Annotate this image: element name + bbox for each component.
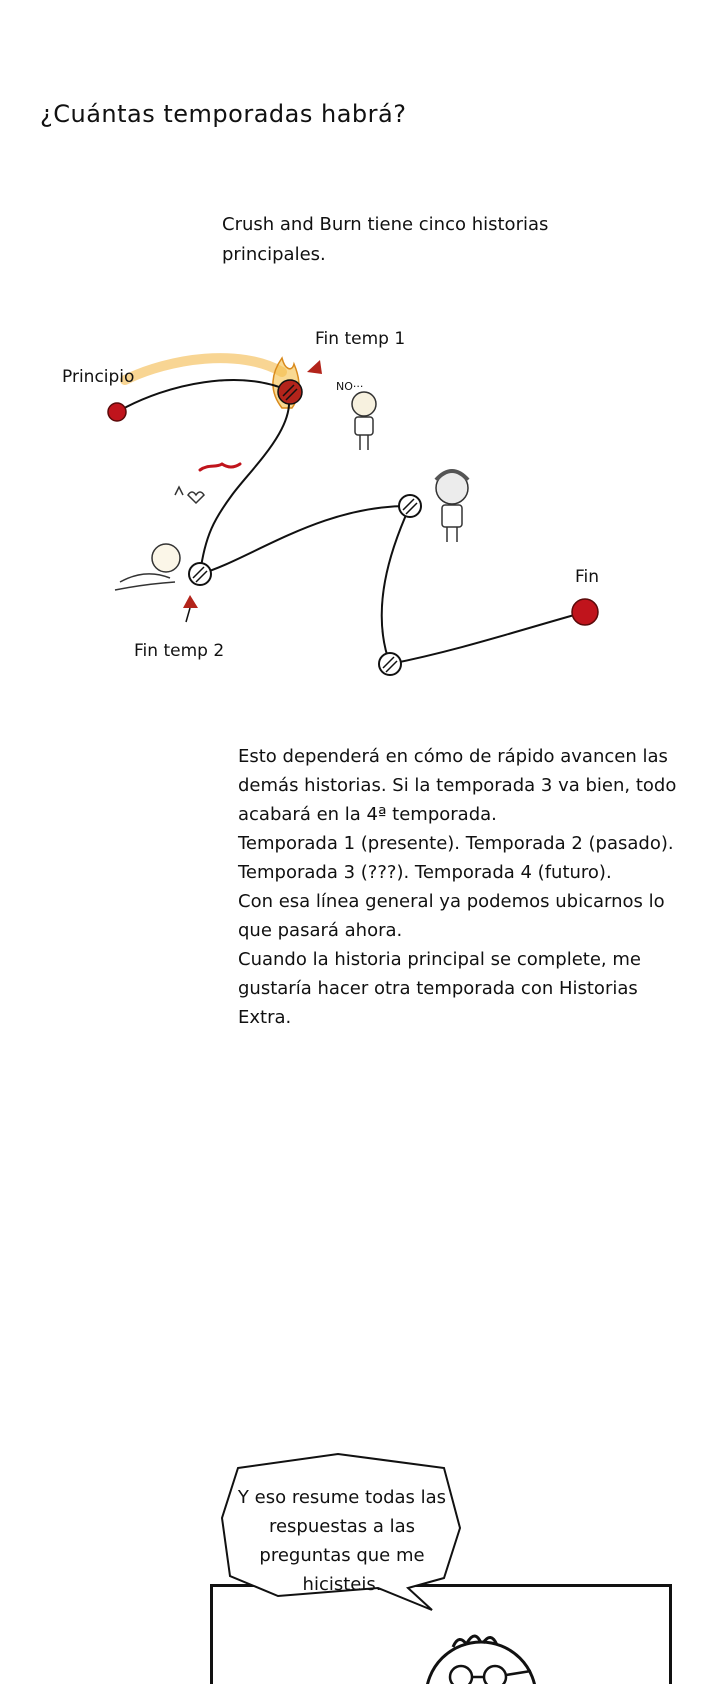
character-glasses-sketch	[436, 471, 468, 542]
label-end-season-1: Fin temp 1	[315, 329, 406, 349]
page-title: ¿Cuántas temporadas habrá?	[40, 100, 407, 128]
arrow-season-2-tail	[186, 608, 190, 622]
body-line: Temporada 1 (presente). Temporada 2 (pasado). Temporada 3 (???). Temporada 4 (futuro).	[238, 833, 674, 883]
character-no-sketch	[352, 392, 376, 450]
red-scribble-icon	[200, 464, 240, 470]
start-node	[108, 403, 126, 421]
body-line: Con esa línea general ya podemos ubicarnos lo que pasará ahora.	[238, 891, 665, 941]
speech-bubble-text: Y eso resume todas las respuestas a las preguntas que me hicisteis.	[237, 1487, 447, 1595]
label-no: NO···	[336, 380, 364, 393]
story-timeline-diagram	[0, 320, 720, 690]
end-node	[572, 599, 598, 625]
label-start: Principio	[62, 367, 135, 387]
arrow-season-2-icon	[183, 595, 198, 608]
body-line: Cuando la historia principal se complete, me gustaría hacer otra temporada con Historias Extra.	[238, 949, 641, 1028]
timeline-path	[117, 380, 585, 664]
intro-text: Crush and Burn tiene cinco historias principales.	[222, 214, 549, 265]
season-2-node	[189, 563, 211, 585]
season-1-node	[278, 380, 302, 404]
flame-glow	[125, 358, 282, 380]
body-text	[238, 742, 688, 1032]
label-end-season-2: Fin temp 2	[134, 641, 225, 661]
season-3a-node	[399, 495, 421, 517]
season-3b-node	[379, 653, 401, 675]
label-end: Fin	[575, 567, 600, 587]
arrow-season-1-icon	[307, 360, 322, 374]
body-line: Esto dependerá en cómo de rápido avancen las demás historias. Si la temporada 3 va bien, todo acabará en la 4ª temporada.	[238, 746, 677, 825]
